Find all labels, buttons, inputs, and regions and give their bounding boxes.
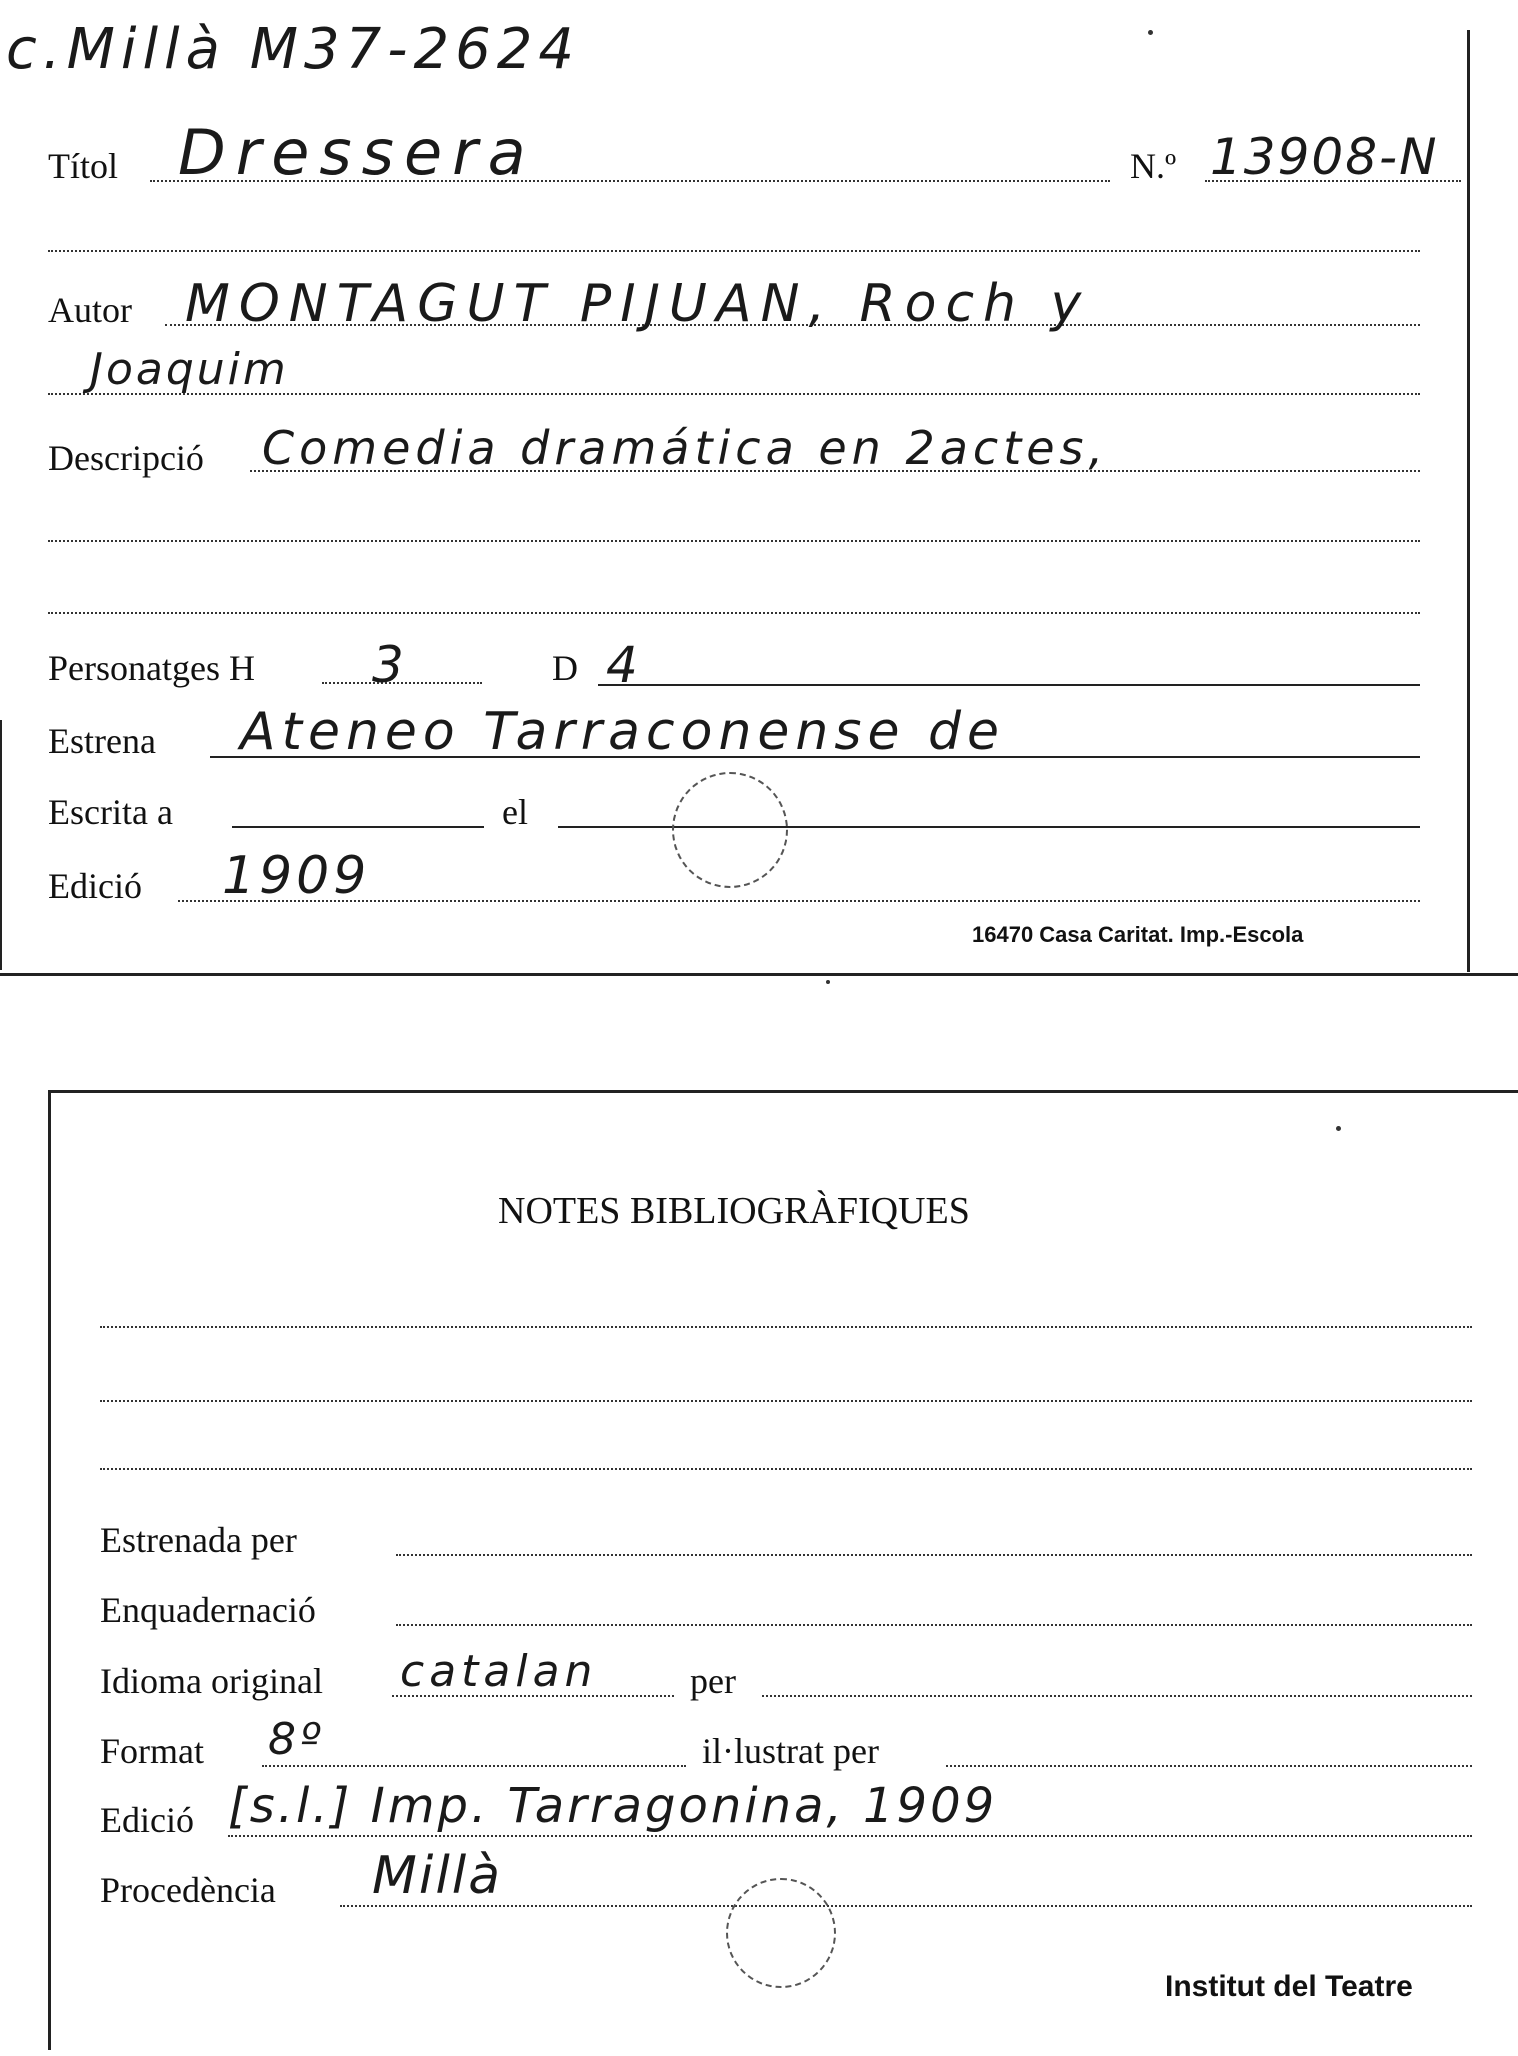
call-number: c.Millà M37-2624	[6, 17, 580, 82]
speck	[1336, 1126, 1341, 1131]
institution-name: Institut del Teatre	[1165, 1970, 1413, 2003]
value-descripcio: Comedia dramática en 2actes,	[262, 421, 1109, 475]
faded-stamp-circle	[672, 772, 788, 888]
value-idioma-original: catalan	[400, 1646, 598, 1697]
personatges-d-line	[598, 684, 1420, 686]
value-autor-line2: Joaquim	[90, 344, 289, 395]
label-estrenada-per: Estrenada per	[100, 1520, 297, 1560]
card-top-border	[48, 1090, 1518, 1093]
label-personatges-h: Personatges H	[48, 648, 255, 688]
label-titol: Títol	[48, 146, 118, 186]
estrenada-per-line	[396, 1554, 1472, 1556]
label-illustrat-per: il·lustrat per	[702, 1731, 879, 1771]
label-idioma-original: Idioma original	[100, 1661, 323, 1701]
notes-line-3	[100, 1468, 1472, 1470]
idioma-per-line	[762, 1695, 1472, 1697]
value-format: 8º	[268, 1714, 325, 1765]
speck	[826, 980, 830, 984]
value-edicio-back: [s.l.] Imp. Tarragonina, 1909	[228, 1778, 998, 1834]
label-edicio: Edició	[48, 866, 142, 906]
value-personatges-d: 4	[606, 636, 642, 694]
label-el: el	[502, 792, 528, 832]
edicio-back-line	[228, 1835, 1472, 1837]
catalog-card-front	[0, 0, 1518, 985]
label-procedencia: Procedència	[100, 1870, 276, 1910]
catalog-card-back	[0, 1060, 1518, 2056]
section-heading: NOTES BIBLIOGRÀFIQUES	[498, 1190, 970, 1232]
label-idioma-per: per	[690, 1661, 736, 1701]
speck	[1148, 30, 1153, 35]
label-numero: N.º	[1130, 146, 1177, 186]
enquadernacio-line	[396, 1624, 1472, 1626]
label-format: Format	[100, 1731, 204, 1771]
printer-imprint: 16470 Casa Caritat. Imp.-Escola	[972, 922, 1304, 947]
notes-line-1	[100, 1326, 1472, 1328]
card-left-border	[48, 1090, 51, 2050]
label-edicio-back: Edició	[100, 1800, 194, 1840]
descripcio-line-2	[48, 540, 1420, 542]
format-line	[262, 1765, 686, 1767]
procedencia-line	[340, 1905, 1472, 1907]
value-numero: 13908-N	[1210, 128, 1439, 186]
faded-stamp-circle	[726, 1878, 836, 1988]
escrita-a-line	[232, 826, 484, 828]
notes-line-2	[100, 1400, 1472, 1402]
label-enquadernacio: Enquadernació	[100, 1590, 316, 1630]
value-edicio: 1909	[222, 846, 371, 906]
card-bottom-border	[0, 973, 1518, 976]
card-right-border	[1467, 30, 1470, 972]
label-autor: Autor	[48, 290, 132, 330]
value-estrena: Ateneo Tarraconense de	[240, 702, 1005, 762]
label-escrita-a: Escrita a	[48, 792, 173, 832]
label-descripcio: Descripció	[48, 438, 204, 478]
titol-line-2	[48, 250, 1420, 252]
value-titol: Dressera	[178, 116, 536, 189]
label-personatges-d: D	[552, 648, 578, 688]
value-procedencia: Millà	[372, 1846, 503, 1906]
value-personatges-h: 3	[372, 636, 408, 694]
label-estrena: Estrena	[48, 721, 156, 761]
card-left-border	[0, 720, 2, 970]
value-autor-line1: MONTAGUT PIJUAN, Roch y	[185, 274, 1091, 334]
descripcio-line-3	[48, 612, 1420, 614]
illustrat-per-line	[946, 1765, 1472, 1767]
